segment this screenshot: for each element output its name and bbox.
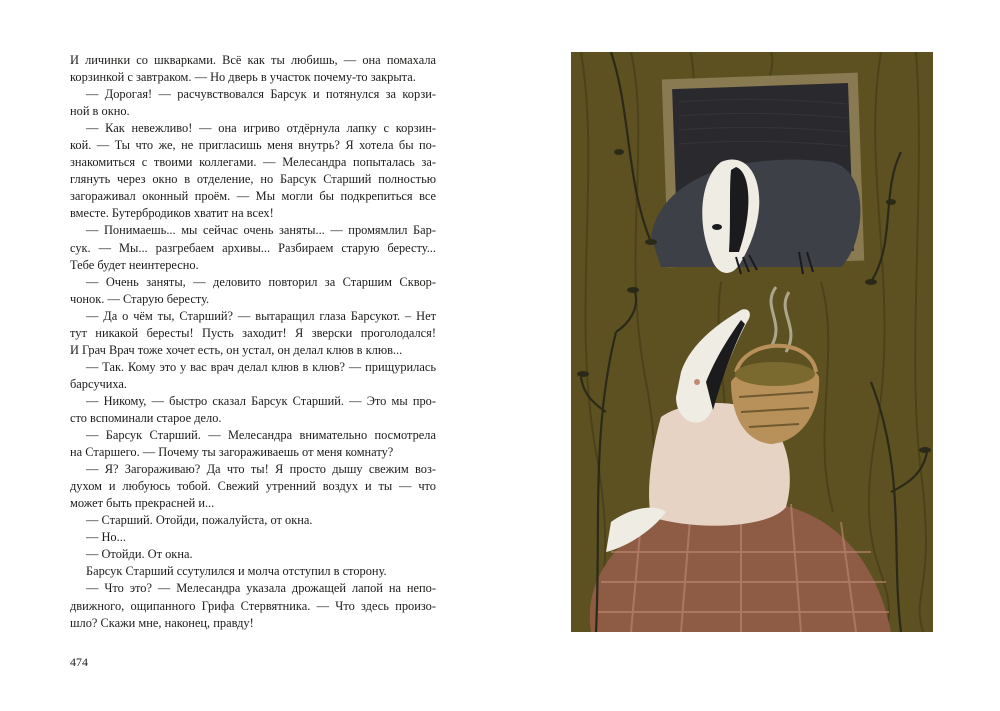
text-line: духом и любуюсь тобой. Свежий утренний воздух и ты — что bbox=[70, 479, 436, 494]
text-line: чонок. — Старую бересту. bbox=[70, 291, 210, 306]
text-line: — Да о чём ты, Старший? — вытаращил глаза Барсукот. – Нет bbox=[86, 308, 436, 323]
text-line: может быть прекрасней и... bbox=[70, 496, 215, 511]
right-page bbox=[500, 0, 1000, 711]
text-line: — Старший. Отойди, пожалуйста, от окна. bbox=[86, 513, 313, 528]
text-line: кой. — Ты что же, не пригласишь меня внутрь? Я хотела бы по- bbox=[70, 138, 436, 153]
text-line: Барсук Старший ссутулился и молча отступил в сторону. bbox=[86, 564, 387, 579]
illustration bbox=[571, 52, 933, 632]
text-line: загораживал оконный проём. — Мы могли бы подкрепиться все bbox=[70, 189, 436, 204]
text-line: сто вспоминали старое дело. bbox=[70, 410, 222, 425]
text-line: ной в окно. bbox=[70, 104, 130, 119]
text-line: тут никакой бересты! Пусть заходит! Я зверски проголодался! bbox=[70, 325, 436, 340]
text-line: — Я? Загораживаю? Да что ты! Я просто дышу свежим воз- bbox=[86, 462, 436, 477]
text-line: глянуть через окно в отделение, но Барсук Старший полностью bbox=[70, 172, 436, 187]
text-line: шло? Скажи мне, наконец, правду! bbox=[70, 615, 254, 630]
text-line: — Что это? — Мелесандра указала дрожащей лапой на непо- bbox=[86, 581, 436, 596]
text-line: И личинки со шкварками. Всё как ты любишь, — она помахала bbox=[70, 53, 436, 67]
text-line: — Но... bbox=[86, 530, 126, 545]
page-number: 474 bbox=[70, 655, 88, 669]
text-line: — Понимаешь... мы сейчас очень заняты... — промямлил Бар- bbox=[86, 223, 436, 238]
text-line: движного, ощипанного Грифа Стервятника. — Что здесь произо- bbox=[70, 598, 436, 613]
body-text bbox=[70, 52, 436, 632]
text-line: корзинкой с завтраком. — Но дверь в участок почему-то закрыта. bbox=[70, 70, 416, 85]
text-line: барсучиха. bbox=[70, 376, 128, 391]
text-line: — Так. Кому это у вас врач делал клюв в клюв? — прищурилась bbox=[86, 359, 436, 374]
text-line: на Старшего. — Почему ты загораживаешь от меня комнату? bbox=[70, 445, 394, 460]
text-line: — Очень заняты, — деловито повторил за Старшим Сквор- bbox=[86, 274, 436, 289]
text-line: И Грач Врач тоже хочет есть, он устал, он делал клюв в клюв... bbox=[70, 342, 403, 357]
text-line: — Как невежливо! — она игриво отдёрнула лапку с корзин- bbox=[86, 121, 436, 136]
illustration-drawing bbox=[571, 52, 933, 632]
text-line: сук. — Мы... разгребаем архивы... Разбираем старую бересту... bbox=[70, 240, 436, 255]
text-line: — Никому, — быстро сказал Барсук Старший. — Это мы про- bbox=[86, 393, 436, 408]
text-line: Тебе будет неинтересно. bbox=[70, 257, 199, 272]
text-line: — Дорогая! — расчувствовался Барсук и потянулся за корзи- bbox=[86, 87, 436, 102]
text-line: вместе. Бутербродиков хватит на всех! bbox=[70, 206, 274, 221]
text-line: — Отойди. От окна. bbox=[86, 547, 193, 562]
text-line: — Барсук Старший. — Мелесандра внимательно посмотрела bbox=[86, 428, 436, 443]
text-line: знакомиться с твоими коллегами. — Мелесандра попыталась за- bbox=[70, 155, 436, 170]
